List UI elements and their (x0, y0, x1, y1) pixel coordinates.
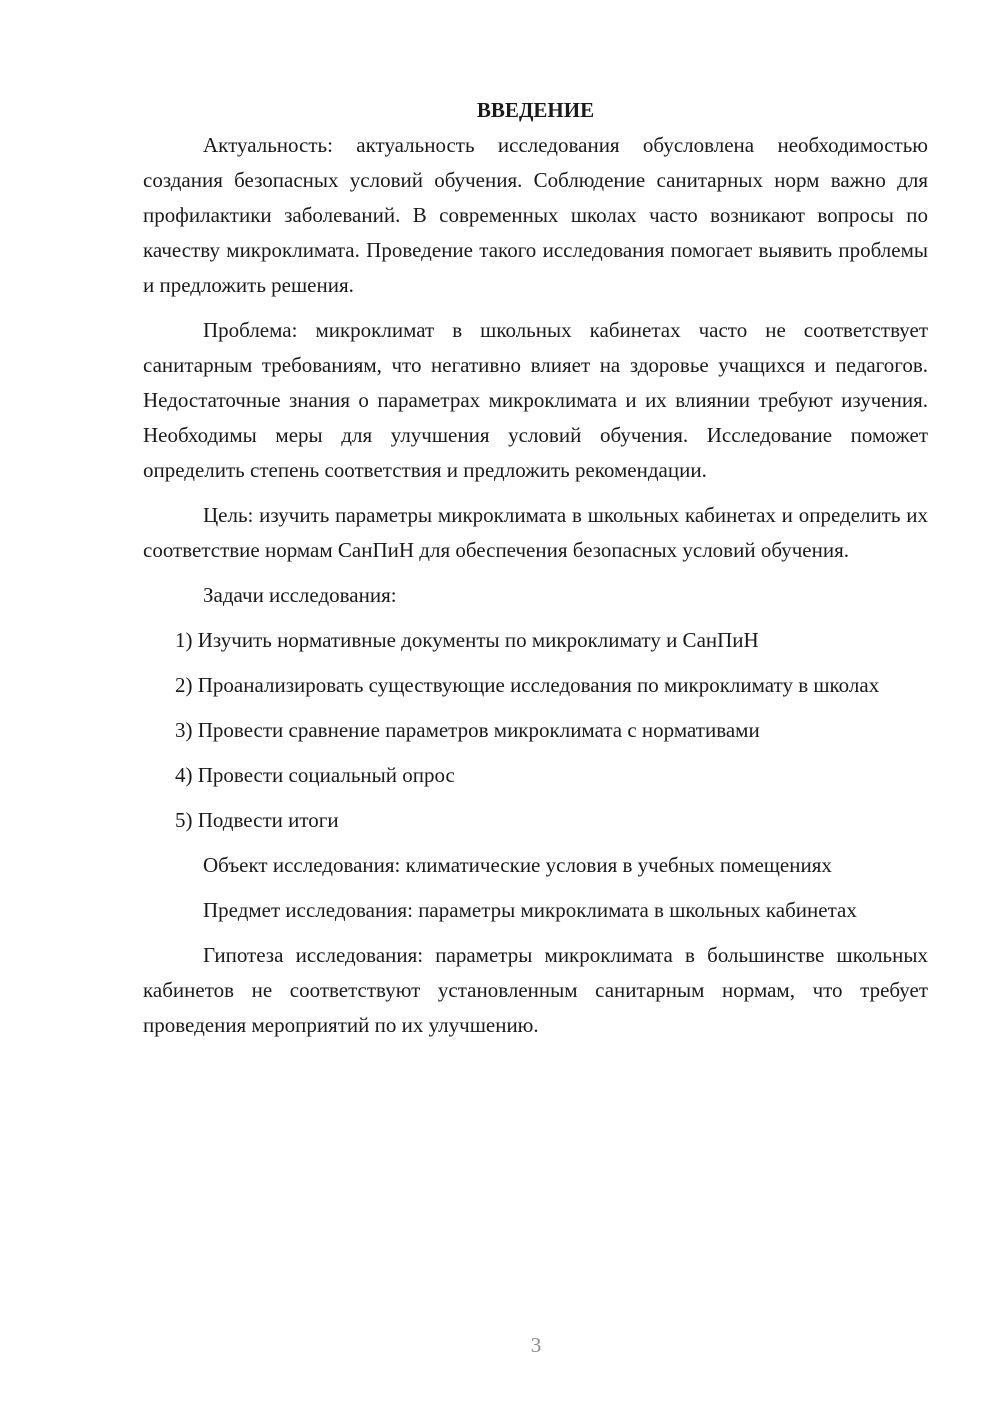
paragraph-goal: Цель: изучить параметры микроклимата в школьных кабинетах и определить их соответствие нормам СанПиН для обеспечения безопасных условий обучения. (143, 503, 928, 562)
task-item-1: 1) Изучить нормативные документы по микроклимату и СанПиН (175, 628, 759, 652)
paragraph-problem: Проблема: микроклимат в школьных кабинетах часто не соответствует санитарным требованиям, что негативно влияет на здоровье учащихся и педагогов. Недостаточные знания о параметрах микроклимата и их влиянии требуют изучения. Необходимы меры для улучшения условий обучения. Исследование поможет определить степень соответствия и предложить рекомендации. (143, 318, 928, 482)
task-item-2: 2) Проанализировать существующие исследования по микроклимату в школах (175, 673, 880, 697)
task-item-3: 3) Провести сравнение параметров микроклимата с нормативами (175, 718, 760, 742)
paragraph-hypothesis: Гипотеза исследования: параметры микроклимата в большинстве школьных кабинетов не соответствуют установленным санитарным нормам, что требует проведения мероприятий по их улучшению. (143, 943, 928, 1037)
task-item-4: 4) Провести социальный опрос (175, 763, 455, 787)
paragraph-object: Объект исследования: климатические условия в учебных помещениях (203, 853, 832, 877)
paragraph-relevance: Актуальность: актуальность исследования обусловлена необходимостью создания безопасных условий обучения. Соблюдение санитарных норм важно для профилактики заболеваний. В современных школах часто возникают вопросы по качеству микроклимата. Проведение такого исследования помогает выявить проблемы и предложить решения. (143, 133, 928, 297)
paragraph-subject: Предмет исследования: параметры микроклимата в школьных кабинетах (203, 898, 857, 922)
document-page (143, 93, 928, 1053)
tasks-heading: Задачи исследования: (203, 583, 397, 607)
task-item-5: 5) Подвести итоги (175, 808, 339, 832)
page-title: ВВЕДЕНИЕ (476, 98, 595, 122)
page-number: 3 (530, 1333, 542, 1357)
